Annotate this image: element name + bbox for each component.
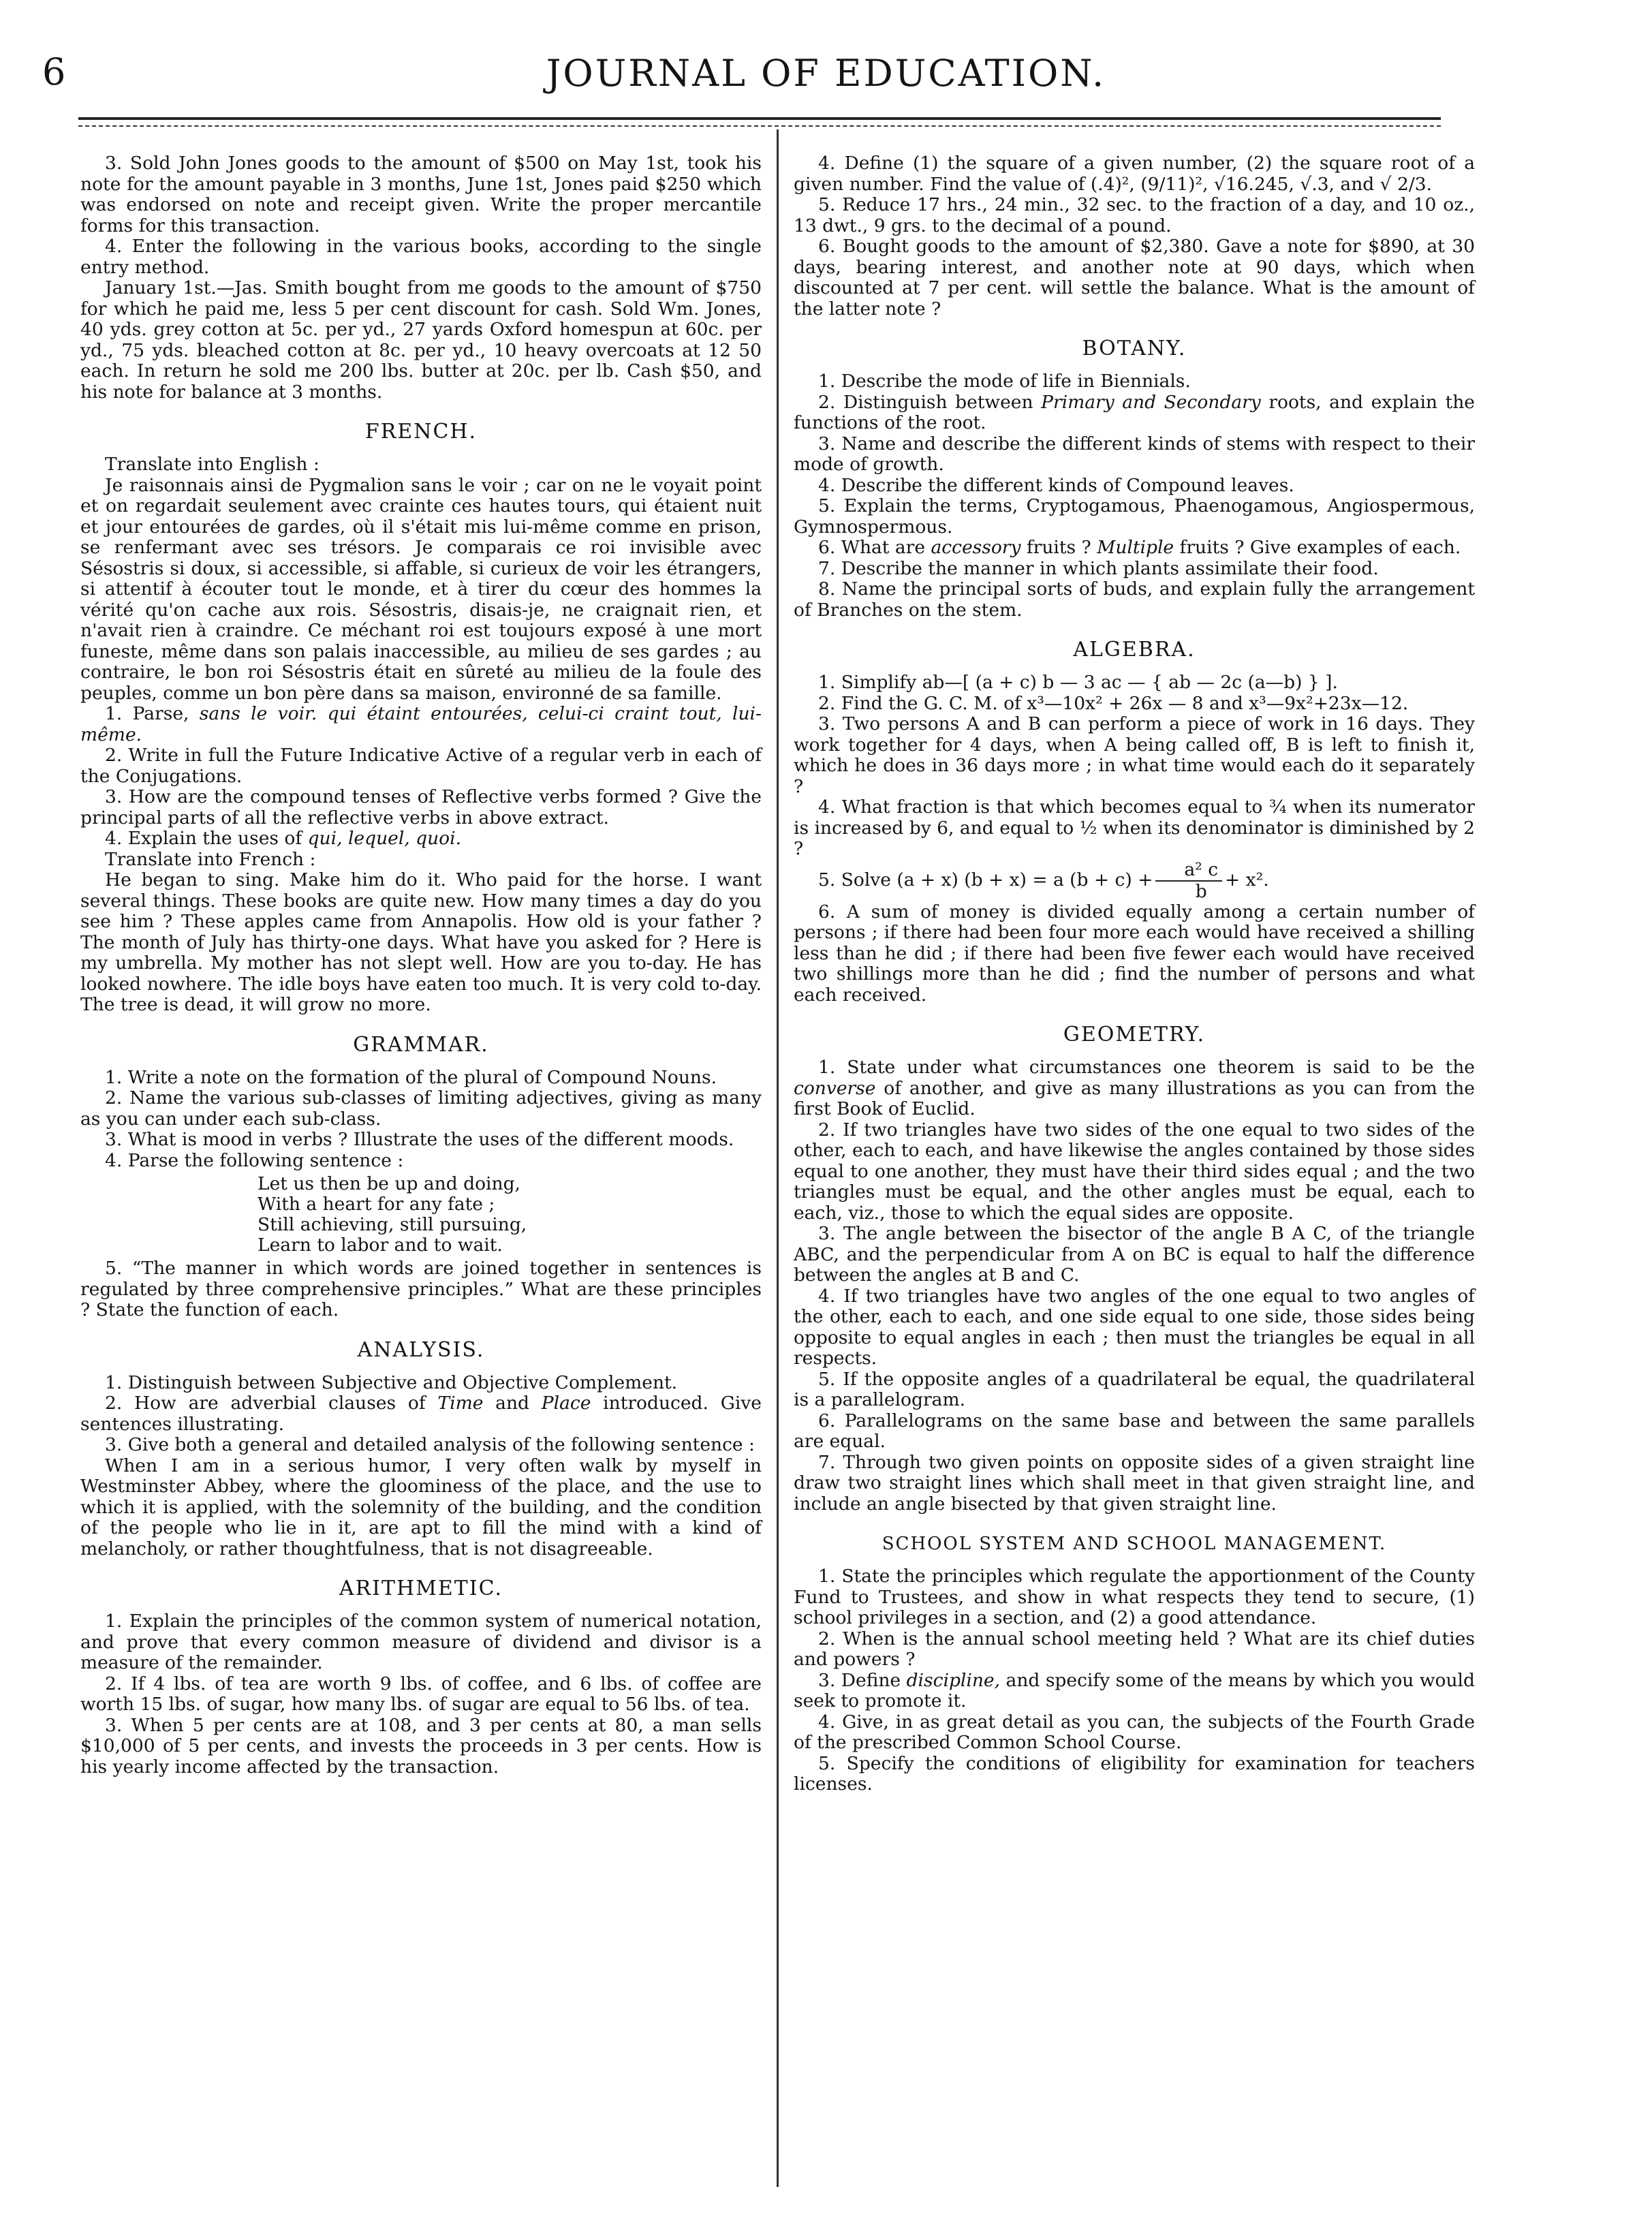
analysis-q2-c: introduced. Give sentences illustrating. xyxy=(80,1393,762,1435)
french-q2: 2. Write in full the Future Indicative Active of a regular verb in each of the Conjugations. xyxy=(80,745,762,787)
botany-q7: 7. Describe the manner in which plants assimilate their food. xyxy=(818,557,1379,579)
botany-q6-b: fruits ? xyxy=(1020,537,1097,558)
school-q3-italic: discipline, xyxy=(906,1669,1001,1691)
botany-q6-c: fruits ? Give examples of each. xyxy=(1174,537,1461,558)
botany-heading: BOTANY. xyxy=(1082,337,1187,360)
geometry-q6: 6. Parallelograms on the same base and between the same parallels are equal. xyxy=(794,1410,1475,1452)
geometry-q7: 7. Through two given points on opposite sides of a given straight line draw two straight lines which shall meet in that given straight line, and include an angle bisected by that given straight line. xyxy=(794,1451,1475,1515)
french-q4 xyxy=(80,828,762,850)
botany-q5: 5. Explain the terms, Cryptogamous, Phaenogamous, Angiospermous, Gymnospermous. xyxy=(794,495,1475,538)
grammar-section xyxy=(80,1034,762,1321)
algebra-q5-lhs: 5. Solve (a + x) (b + x) = a (b + c) + xyxy=(818,869,1153,890)
french-section xyxy=(80,420,762,1016)
school-q3-b: and specify some of the means by which you would seek to promote it. xyxy=(794,1669,1475,1711)
arithmetic-q1: 1. Explain the principles of the common system of numerical notation, and prove that every common measure of dividend and divisor is a measure of the remainder. xyxy=(80,1611,762,1673)
algebra-q5-rhs: + x². xyxy=(1225,869,1269,890)
grammar-q1: 1. Write a note on the formation of the plural of Compound Nouns. xyxy=(105,1066,717,1088)
column-divider xyxy=(777,129,779,2187)
arithmetic-heading: ARITHMETIC. xyxy=(339,1577,503,1600)
algebra-section xyxy=(794,638,1475,1006)
french-heading: FRENCH. xyxy=(364,420,478,444)
french-translate-french: Translate into French : xyxy=(105,848,316,870)
french-q4-italic: qui, lequel, quoi. xyxy=(307,828,462,849)
poem-line: With a heart for any fate ; xyxy=(258,1194,495,1215)
school-section xyxy=(794,1532,1475,1795)
algebra-q1: 1. Simplify ab—[ (a + c) b — 3 ac — { ab — 2c (a—b) } ]. xyxy=(818,672,1338,693)
header-rule xyxy=(78,117,1441,120)
arithmetic-q5: 5. Reduce 17 hrs., 24 min., 32 sec. to the fraction of a day, and 10 oz., 13 dwt., 9 grs. to the decimal of a pound. xyxy=(794,194,1475,236)
page-number: 6 xyxy=(42,50,66,93)
botany-section xyxy=(794,337,1475,621)
botany-q6-italic-2: Multiple xyxy=(1097,537,1174,558)
french-q3: 3. How are the compound tenses of Reflective verbs formed ? Give the principal parts of all the reflective verbs in above extract. xyxy=(80,786,762,828)
botany-q2-a: 2. Distinguish between xyxy=(818,391,1042,413)
arithmetic-continued xyxy=(794,153,1475,320)
poem-line: Still achieving, still pursuing, xyxy=(258,1214,527,1235)
bookkeeping-q4: 4. Enter the following in the various books, according to the single entry method. xyxy=(80,236,762,278)
right-column xyxy=(794,153,1475,1795)
botany-q2 xyxy=(794,392,1475,434)
journal-title: JOURNAL OF EDUCATION. xyxy=(546,52,1106,95)
botany-q8: 8. Name the principal sorts of buds, and explain fully the arrangement of Branches on the stem. xyxy=(794,578,1475,621)
school-q5: 5. Specify the conditions of eligibility for examination for teachers licenses. xyxy=(794,1752,1475,1795)
botany-q6-italic-1: accessory xyxy=(931,537,1021,558)
french-q1-italic: sans le voir. qui étaint entourées, celui-ci craint tout, lui-même. xyxy=(80,703,762,745)
geometry-q3: 3. The angle between the bisector of the angle B A C, of the triangle ABC, and the perpendicular from A on BC is equal to half the difference between the angles at B and C. xyxy=(794,1223,1475,1286)
analysis-q2-b: and xyxy=(483,1393,542,1414)
algebra-heading: ALGEBRA. xyxy=(1073,638,1196,662)
geometry-q1-italic: converse xyxy=(794,1077,876,1099)
geometry-q1-b: of another, and give as many illustrations as you can from the first Book of Euclid. xyxy=(794,1077,1475,1119)
grammar-heading: GRAMMAR. xyxy=(353,1032,489,1057)
geometry-q1-a: 1. State under what circumstances one theorem is said to be the xyxy=(818,1057,1475,1078)
fraction-numerator: a² c xyxy=(1155,860,1222,882)
grammar-q5: 5. “The manner in which words are joined together in sentences is regulated by three comprehensive principles.” What are these principles ? State the function of each. xyxy=(80,1258,762,1320)
grammar-q4: 4. Parse the following sentence : xyxy=(105,1149,404,1171)
algebra-q3: 3. Two persons A and B can perform a piece of work in 16 days. They work together for 4 days, when A being called off, B is left to finish it, which he does in 36 days more ; in what time would each do it separately ? xyxy=(794,713,1475,797)
arithmetic-q6: 6. Bought goods to the amount of $2,380. Gave a note for $890, at 30 days, bearing interest, and another note at 90 days, which when discounted at 7 per cent. will settle the balance. What is the amount of the latter note ? xyxy=(794,236,1475,320)
geometry-q4: 4. If two triangles have two angles of the one equal to two angles of the other, each to each, and one side equal to one side, those sides being opposite to equal angles in each ; then must the triangles be equal in all respects. xyxy=(794,1285,1475,1369)
geometry-q2: 2. If two triangles have two sides of the one equal to two sides of the other, each to each, and have likewise the angles contained by those sides equal to one another, they must have their third sides equal ; and the two triangles must be equal, and the other angles must be equal, each to each, viz., those to which the equal sides are opposite. xyxy=(794,1119,1475,1224)
botany-q2-b: roots, and explain the functions of the root. xyxy=(794,391,1475,433)
botany-q2-italic: Primary and Secondary xyxy=(1041,391,1261,413)
grammar-q3: 3. What is mood in verbs ? Illustrate the uses of the different moods. xyxy=(105,1129,734,1150)
grammar-q2: 2. Name the various sub-classes of limiting adjectives, giving as many as you can under each sub-class. xyxy=(80,1087,762,1130)
french-passage: Je raisonnais ainsi de Pygmalion sans le voir ; car on ne le voyait point et on regardait seulement avec crainte ces hautes tours, qui étaient nuit et jour entourées de gardes, où il s'était mis lui-même comme en prison, se renfermant avec ses trésors. Je comparais ce roi invisible avec Sésostris si doux, si accessible, si affable, si curieux de voir les étrangers, si attentif à écouter tout le monde, et à tirer du cœur des hommes la vérité qu'on cache aux rois. Sésostris, disais-je, ne craignait rien, et n'avait rien à craindre. Ce méchant roi est toujours exposé à une mort funeste, même dans son palais inaccessible, au milieu de ses gardes ; au contraire, le bon roi Sésostris était en sûreté au milieu de la foule des peuples, comme un bon père dans sa maison, environné de sa famille. xyxy=(80,474,762,704)
french-passage-2: He began to sing. Make him do it. Who paid for the horse. I want several things. These books are quite new. How many times a day do you see him ? These apples came from Annapolis. How old is your father ? The month of July has thirty-one days. What have you asked for ? Here is my umbrella. My mother has not slept well. How are you to-day. He has looked nowhere. The idle boys have eaten too much. It is very cold to-day. The tree is dead, it will grow no more. xyxy=(80,869,762,1015)
algebra-q5-fraction xyxy=(1155,860,1222,902)
bookkeeping-q4-body: January 1st.—Jas. Smith bought from me goods to the amount of $750 for which he paid me, less 5 per cent discount for cash. Sold Wm. Jones, 40 yds. grey cotton at 5c. per yd., 27 yards Oxford homespun at 60c. per yd., 75 yds. bleached cotton at 8c. per yd., 10 heavy overcoats at 12 50 each. In return he sold me 200 lbs. butter at 20c. per lb. Cash $50, and his note for balance at 3 months. xyxy=(80,277,762,403)
arithmetic-q3: 3. When 5 per cents are at 108, and 3 per cents at 80, a man sells $10,000 of 5 per cents, and invests the proceeds in 3 per cents. How is his yearly income affected by the transaction. xyxy=(80,1714,762,1778)
geometry-section xyxy=(794,1023,1475,1515)
poem-line: Learn to labor and to wait. xyxy=(258,1235,503,1256)
arithmetic-q4: 4. Define (1) the square of a given number, (2) the square root of a given number. Find the value of (.4)², (9/11)², √16.245, √.3, and √ 2/3. xyxy=(794,153,1475,195)
school-q2: 2. When is the annual school meeting held ? What are its chief duties and powers ? xyxy=(794,1628,1475,1670)
school-heading: SCHOOL SYSTEM AND SCHOOL MANAGEMENT. xyxy=(882,1534,1387,1554)
french-q1 xyxy=(80,704,762,745)
geometry-heading: GEOMETRY. xyxy=(1063,1023,1206,1046)
school-q1: 1. State the principles which regulate the apportionment of the County Fund to Trustees, and show in what respects they tend to secure, (1) school privileges in a section, and (2) a good attendance. xyxy=(794,1566,1475,1628)
analysis-q2 xyxy=(80,1393,762,1435)
grammar-poem xyxy=(258,1174,762,1256)
analysis-q1: 1. Distinguish between Subjective and Objective Complement. xyxy=(105,1371,678,1393)
french-translate-english: Translate into English : xyxy=(105,454,320,475)
left-column xyxy=(80,153,762,1778)
school-q3 xyxy=(794,1671,1475,1712)
arithmetic-q2: 2. If 4 lbs. of tea are worth 9 lbs. of coffee, and 6 lbs. of coffee are worth 15 lbs. of sugar, how many lbs. of sugar are equal to 56 lbs. of tea. xyxy=(80,1673,762,1715)
geometry-q5: 5. If the opposite angles of a quadrilateral be equal, the quadrilateral is a parallelogram. xyxy=(794,1368,1475,1410)
analysis-q2-time: Time xyxy=(437,1393,484,1414)
fraction-denominator: b xyxy=(1195,880,1207,902)
analysis-q3: 3. Give both a general and detailed analysis of the following sentence : xyxy=(105,1434,755,1455)
botany-q6 xyxy=(794,538,1475,559)
poem-line: Let us then be up and doing, xyxy=(258,1173,520,1194)
analysis-heading: ANALYSIS. xyxy=(357,1337,485,1362)
school-q4: 4. Give, in as great detail as you can, the subjects of the Fourth Grade of the prescribed Common School Course. xyxy=(794,1711,1475,1753)
french-q1-prefix: 1. Parse, xyxy=(105,703,200,724)
botany-q3: 3. Name and describe the different kinds of stems with respect to their mode of growth. xyxy=(794,433,1475,475)
bookkeeping-section xyxy=(80,153,762,403)
analysis-passage: When I am in a serious humor, I very often walk by myself in Westminster Abbey, where the gloominess of the place, and the use to which it is applied, with the solemnity of the building, and the condition of the people who lie in it, are apt to fill the mind with a kind of melancholy, or rather thoughtfulness, that is not disagreeable. xyxy=(80,1455,762,1559)
botany-q6-a: 6. What are xyxy=(818,537,931,558)
french-q4-prefix: 4. Explain the uses of xyxy=(105,828,308,849)
analysis-section xyxy=(80,1339,762,1560)
analysis-q2-place: Place xyxy=(541,1393,591,1414)
algebra-q2: 2. Find the G. C. M. of x³—10x² + 26x — 8 and x³—9x²+23x—12. xyxy=(818,692,1409,714)
botany-q1: 1. Describe the mode of life in Biennials. xyxy=(818,371,1191,392)
analysis-q2-a: 2. How are adverbial clauses of xyxy=(105,1393,438,1414)
bookkeeping-q3: 3. Sold John Jones goods to the amount of $500 on May 1st, took his note for the amount payable in 3 months, June 1st, Jones paid $250 which was endorsed on note and receipt given. Write the proper mercantile forms for this transaction. xyxy=(80,153,762,236)
arithmetic-section xyxy=(80,1577,762,1778)
school-q3-a: 3. Define xyxy=(818,1669,907,1691)
header-rule-dashed xyxy=(78,125,1441,127)
algebra-q6: 6. A sum of money is divided equally among a certain number of persons ; if there had been four more each would have received a shilling less than he did ; if there had been five fewer each would have received two shillings more than he did ; find the number of persons and what each received. xyxy=(794,901,1475,1006)
botany-q4: 4. Describe the different kinds of Compound leaves. xyxy=(818,474,1294,496)
algebra-q5 xyxy=(794,860,1475,902)
geometry-q1 xyxy=(794,1057,1475,1120)
algebra-q4: 4. What fraction is that which becomes equal to ¾ when its numerator is increased by 6, and equal to ½ when its denominator is diminished by 2 ? xyxy=(794,796,1475,859)
